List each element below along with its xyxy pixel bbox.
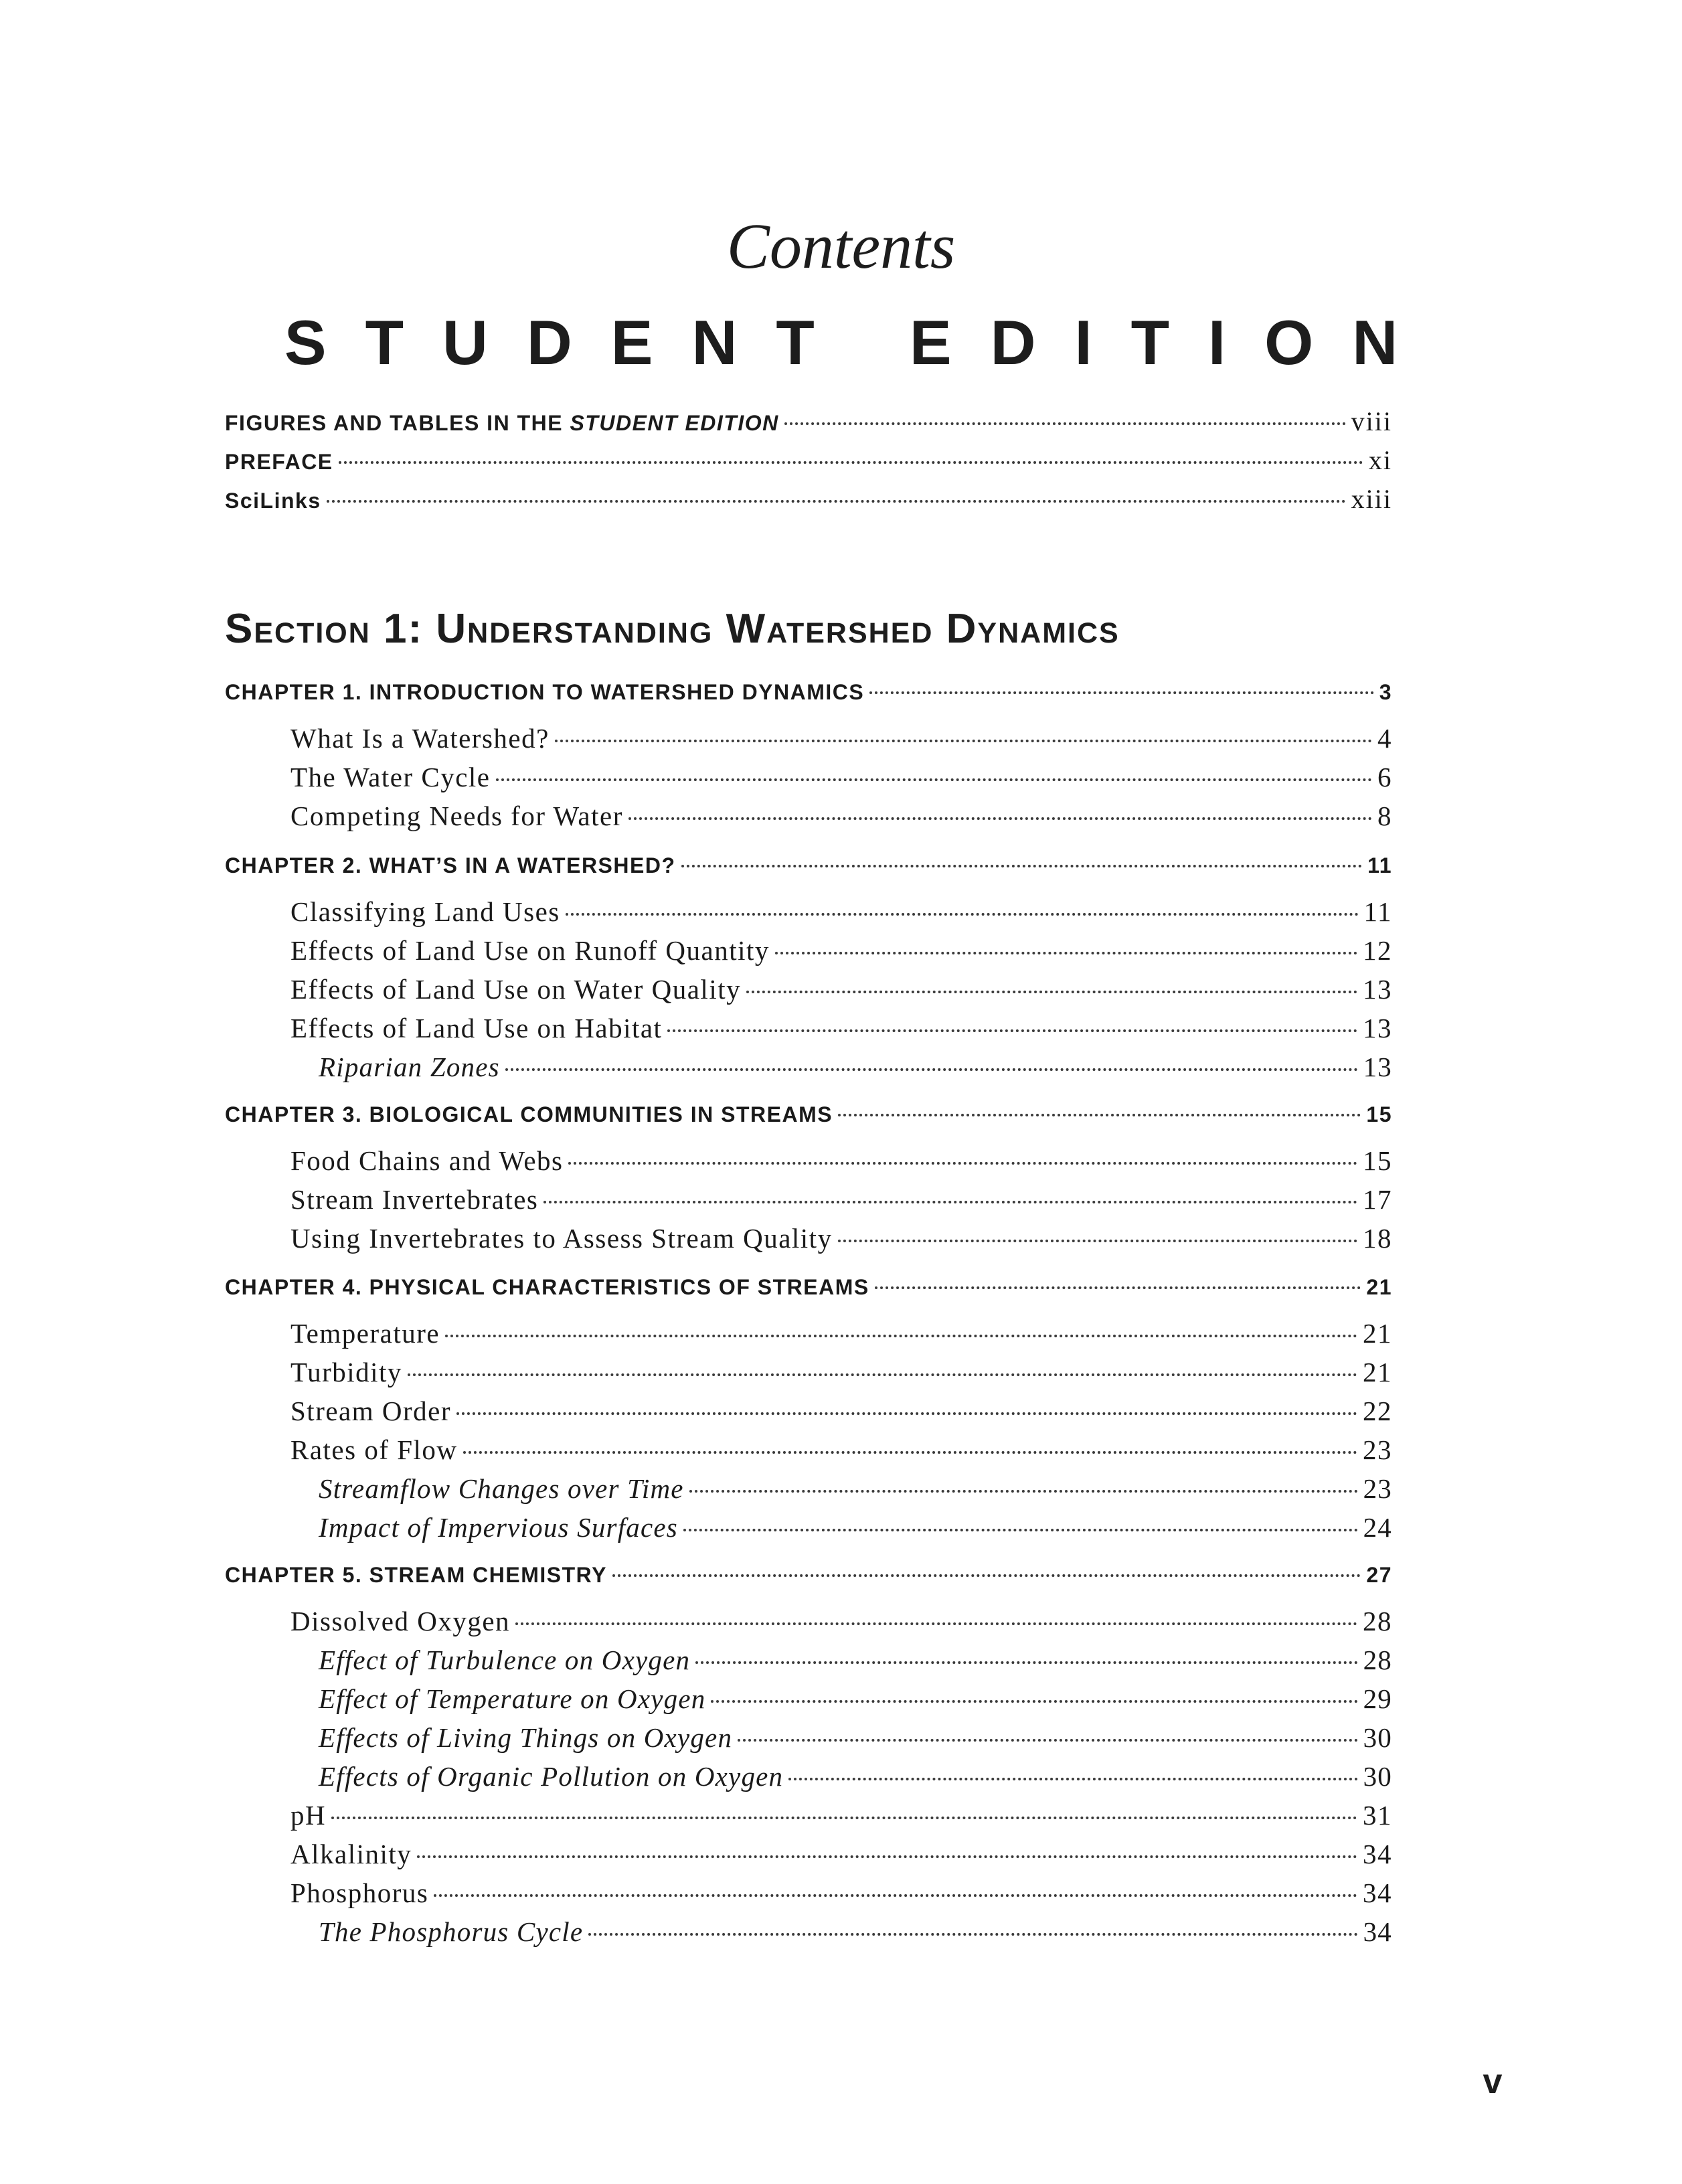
toc-page-number: 21 bbox=[1363, 1318, 1392, 1349]
page-title: Contents bbox=[726, 210, 956, 282]
toc-entry[interactable] bbox=[290, 1145, 1392, 1183]
dot-leader bbox=[515, 1622, 1357, 1625]
toc-page-number: 30 bbox=[1363, 1722, 1392, 1753]
toc-page-number: 13 bbox=[1363, 1013, 1392, 1043]
dot-leader bbox=[339, 461, 1363, 464]
dot-leader bbox=[738, 1739, 1357, 1742]
toc-page-number: 13 bbox=[1363, 1052, 1392, 1082]
toc-entry-label: Using Invertebrates to Assess Stream Quality bbox=[290, 1223, 833, 1254]
toc-entry-label: PREFACE bbox=[225, 450, 333, 474]
dot-leader bbox=[681, 865, 1363, 867]
toc-page-number: 4 bbox=[1377, 723, 1392, 754]
page-number: v bbox=[1483, 2062, 1503, 2101]
toc-page-number: 6 bbox=[1377, 762, 1392, 792]
dot-leader bbox=[543, 1201, 1357, 1203]
toc-subentry[interactable] bbox=[319, 1683, 1392, 1721]
dot-leader bbox=[417, 1855, 1357, 1858]
toc-page-number: 31 bbox=[1363, 1800, 1392, 1831]
dot-leader bbox=[588, 1933, 1357, 1936]
toc-page-number: 15 bbox=[1366, 1102, 1392, 1126]
toc-entry[interactable] bbox=[290, 1356, 1392, 1395]
chapter-title: CHAPTER 3. BIOLOGICAL COMMUNITIES IN STREAMS bbox=[225, 1102, 833, 1126]
chapter-title: CHAPTER 5. STREAM CHEMISTRY bbox=[225, 1563, 607, 1587]
toc-page-number: 12 bbox=[1363, 935, 1392, 966]
toc-page-number: 24 bbox=[1363, 1512, 1392, 1543]
toc-subentry[interactable] bbox=[319, 1473, 1392, 1511]
dot-leader bbox=[456, 1412, 1357, 1415]
toc-subentry[interactable] bbox=[319, 1511, 1392, 1550]
toc-page-number: 18 bbox=[1363, 1223, 1392, 1254]
toc-chapter-1[interactable] bbox=[225, 680, 1392, 719]
dot-leader bbox=[445, 1335, 1357, 1337]
chapter-title: CHAPTER 1. INTRODUCTION TO WATERSHED DYNAMICS bbox=[225, 680, 865, 704]
dot-leader bbox=[788, 1778, 1357, 1780]
toc-page-number: 11 bbox=[1367, 853, 1392, 877]
toc-page-number: 17 bbox=[1363, 1184, 1392, 1215]
toc-page-number: 34 bbox=[1363, 1877, 1392, 1908]
toc-page-number: 23 bbox=[1363, 1473, 1392, 1504]
toc-entry-label: Effects of Land Use on Habitat bbox=[290, 1013, 663, 1043]
toc-entry-label: FIGURES AND TABLES IN THE STUDENT EDITION bbox=[225, 411, 779, 435]
toc-entry-label: Stream Order bbox=[290, 1396, 451, 1426]
toc-entry[interactable] bbox=[290, 1395, 1392, 1434]
toc-entry-label: The Water Cycle bbox=[290, 762, 491, 792]
toc-page-number: xiii bbox=[1351, 484, 1392, 514]
toc-subentry[interactable] bbox=[319, 1916, 1392, 1954]
dot-leader bbox=[628, 817, 1372, 820]
toc-entry[interactable] bbox=[290, 722, 1392, 761]
toc-entry[interactable] bbox=[290, 1799, 1392, 1838]
dot-leader bbox=[408, 1373, 1357, 1376]
dot-leader bbox=[434, 1894, 1357, 1897]
toc-entry-label: Turbidity bbox=[290, 1357, 402, 1388]
toc-entry-label: Dissolved Oxygen bbox=[290, 1606, 511, 1636]
dot-leader bbox=[695, 1661, 1357, 1664]
toc-entry-label: Food Chains and Webs bbox=[290, 1145, 564, 1176]
toc-entry-label: Stream Invertebrates bbox=[290, 1184, 539, 1215]
dot-leader bbox=[689, 1490, 1358, 1493]
toc-entry-label: Phosphorus bbox=[290, 1877, 429, 1908]
toc-page-number: 22 bbox=[1363, 1396, 1392, 1426]
dot-leader bbox=[775, 952, 1357, 954]
toc-subentry[interactable] bbox=[319, 1760, 1392, 1799]
dot-leader bbox=[711, 1700, 1357, 1703]
dot-leader bbox=[331, 1817, 1357, 1819]
toc-page-number: 11 bbox=[1363, 896, 1392, 927]
toc-page-number: viii bbox=[1351, 406, 1392, 436]
toc-entry-label: Temperature bbox=[290, 1318, 440, 1349]
dot-leader bbox=[875, 1286, 1361, 1289]
toc-entry[interactable] bbox=[290, 1877, 1392, 1916]
dot-leader bbox=[667, 1029, 1357, 1032]
toc-entry-scilinks[interactable] bbox=[225, 483, 1392, 522]
toc-entry[interactable] bbox=[290, 973, 1392, 1012]
toc-entry[interactable] bbox=[290, 1317, 1392, 1356]
toc-entry-label: Effects of Land Use on Runoff Quantity bbox=[290, 935, 770, 966]
toc-page-number: 23 bbox=[1363, 1434, 1392, 1465]
dot-leader bbox=[496, 778, 1373, 781]
dot-leader bbox=[566, 913, 1359, 916]
toc-chapter-3[interactable] bbox=[225, 1102, 1392, 1141]
toc-entry-label: Effects of Organic Pollution on Oxygen bbox=[319, 1761, 784, 1792]
toc-entry[interactable] bbox=[290, 1012, 1392, 1051]
edition-title: STUDENT EDITION bbox=[284, 307, 1437, 377]
toc-page-number: 28 bbox=[1363, 1606, 1392, 1636]
toc-entry-label: Effects of Living Things on Oxygen bbox=[319, 1722, 733, 1753]
dot-leader bbox=[327, 500, 1346, 503]
toc-entry-label: Competing Needs for Water bbox=[290, 801, 623, 831]
toc-page-number: 34 bbox=[1363, 1916, 1392, 1947]
toc-entry-figures-and-tables[interactable] bbox=[225, 406, 1392, 444]
toc-page-number: 13 bbox=[1363, 974, 1392, 1005]
toc-subentry[interactable] bbox=[319, 1721, 1392, 1760]
toc-entry[interactable] bbox=[290, 761, 1392, 800]
toc-entry[interactable] bbox=[290, 800, 1392, 839]
toc-entry-label: Effect of Turbulence on Oxygen bbox=[319, 1645, 691, 1675]
toc-page-number: 30 bbox=[1363, 1761, 1392, 1792]
toc-chapter-2[interactable] bbox=[225, 853, 1392, 892]
toc-page-number: 28 bbox=[1363, 1645, 1392, 1675]
toc-page-number: 34 bbox=[1363, 1839, 1392, 1869]
toc-entry[interactable] bbox=[290, 1222, 1392, 1261]
dot-leader bbox=[505, 1068, 1358, 1071]
toc-page-number: 29 bbox=[1363, 1683, 1392, 1714]
toc-entry-label: Streamflow Changes over Time bbox=[319, 1473, 684, 1504]
toc-chapter-5[interactable] bbox=[225, 1563, 1392, 1602]
toc-page-number: 15 bbox=[1363, 1145, 1392, 1176]
toc-entry-label: Impact of Impervious Surfaces bbox=[319, 1512, 678, 1543]
dot-leader bbox=[869, 691, 1373, 694]
dot-leader bbox=[784, 422, 1346, 425]
toc-entry-label: What Is a Watershed? bbox=[290, 723, 550, 754]
dot-leader bbox=[568, 1162, 1357, 1165]
toc-chapter-4[interactable] bbox=[225, 1275, 1392, 1314]
dot-leader bbox=[555, 740, 1372, 742]
toc-entry-label: Rates of Flow bbox=[290, 1434, 458, 1465]
dot-leader bbox=[683, 1529, 1358, 1531]
dot-leader bbox=[746, 991, 1357, 993]
toc-entry-label: SciLinks bbox=[225, 489, 321, 513]
toc-subentry[interactable] bbox=[319, 1051, 1392, 1090]
toc-page-number: 21 bbox=[1366, 1275, 1392, 1299]
toc-entry-label: Effect of Temperature on Oxygen bbox=[319, 1683, 706, 1714]
toc-page-number: xi bbox=[1368, 445, 1392, 475]
toc-entry[interactable] bbox=[290, 1605, 1392, 1644]
toc-entry[interactable] bbox=[290, 896, 1392, 934]
toc-page-number: 27 bbox=[1366, 1563, 1392, 1587]
toc-subentry[interactable] bbox=[319, 1644, 1392, 1683]
chapter-title: CHAPTER 2. WHAT’S IN A WATERSHED? bbox=[225, 853, 676, 877]
toc-page-number: 8 bbox=[1377, 801, 1392, 831]
toc-entry-preface[interactable] bbox=[225, 444, 1392, 483]
toc-entry-label: Riparian Zones bbox=[319, 1052, 500, 1082]
dot-leader bbox=[612, 1574, 1361, 1577]
chapter-title: CHAPTER 4. PHYSICAL CHARACTERISTICS OF STREAMS bbox=[225, 1275, 869, 1299]
toc-entry-label: pH bbox=[290, 1800, 327, 1831]
dot-leader bbox=[463, 1451, 1357, 1454]
toc-page-number: 21 bbox=[1363, 1357, 1392, 1388]
section-heading: Section 1: Understanding Watershed Dynamics bbox=[225, 606, 1120, 652]
toc-entry[interactable] bbox=[290, 934, 1392, 973]
toc-entry[interactable] bbox=[290, 1183, 1392, 1222]
toc-entry-label: Alkalinity bbox=[290, 1839, 412, 1869]
toc-entry-label: The Phosphorus Cycle bbox=[319, 1916, 584, 1947]
dot-leader bbox=[838, 1114, 1361, 1116]
toc-entry[interactable] bbox=[290, 1434, 1392, 1473]
toc-entry[interactable] bbox=[290, 1838, 1392, 1877]
toc-entry-label: Effects of Land Use on Water Quality bbox=[290, 974, 742, 1005]
dot-leader bbox=[838, 1240, 1357, 1242]
toc-page-number: 3 bbox=[1379, 680, 1392, 704]
toc-entry-label: Classifying Land Uses bbox=[290, 896, 560, 927]
